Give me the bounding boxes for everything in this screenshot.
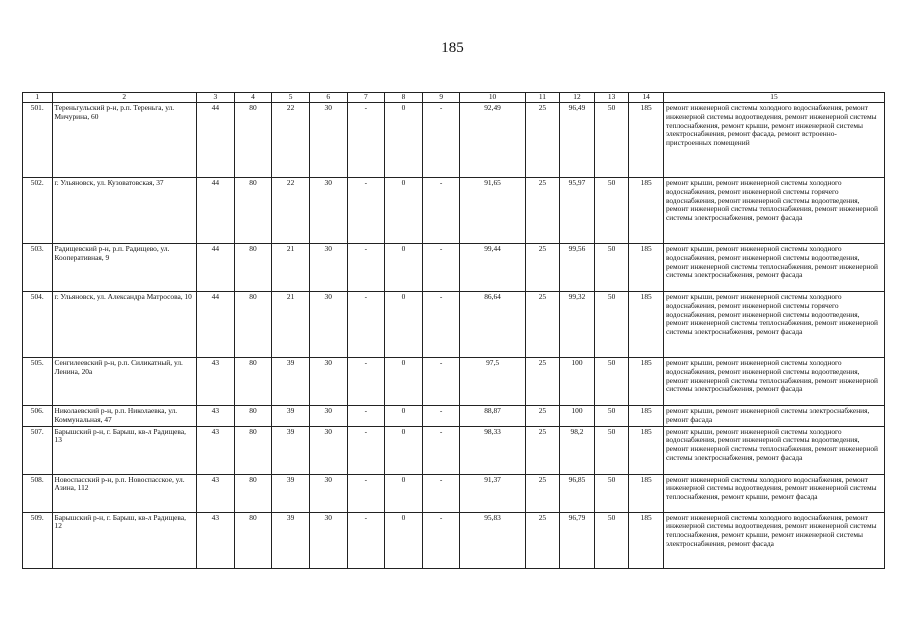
cell-value: 185: [629, 292, 664, 358]
col-header: 8: [385, 93, 423, 103]
cell-row-number: 503.: [23, 244, 53, 292]
cell-address: Барышский р-н, г. Барыш, кв-л Радищева, 12: [52, 512, 197, 568]
repair-schedule-table: [22, 92, 885, 569]
cell-value: -: [422, 406, 460, 427]
cell-value: 100: [560, 406, 595, 427]
cell-works-list: ремонт инженерной системы холодного водоснабжения, ремонт инженерной системы водоотведения, ремонт инженерной системы теплоснабжения, ремонт крыши, ремонт инженерной системы электроснабжения, ремонт фасада: [663, 512, 884, 568]
cell-value: 44: [197, 178, 235, 244]
cell-value: 99,32: [560, 292, 595, 358]
cell-address: Новоспасский р-н, р.п. Новоспасское, ул. Азина, 112: [52, 474, 197, 512]
cell-address: Николаевский р-н, р.п. Николаевка, ул. Коммунальная, 47: [52, 406, 197, 427]
cell-value: 80: [234, 358, 272, 406]
cell-value: -: [422, 474, 460, 512]
cell-value: 50: [594, 292, 629, 358]
table-row: [23, 406, 885, 427]
cell-value: 21: [272, 292, 310, 358]
cell-value: 185: [629, 474, 664, 512]
cell-value: 21: [272, 244, 310, 292]
cell-row-number: 502.: [23, 178, 53, 244]
col-header: 3: [197, 93, 235, 103]
cell-value: 50: [594, 358, 629, 406]
cell-value: 80: [234, 178, 272, 244]
cell-value: 30: [309, 474, 347, 512]
cell-value: 30: [309, 178, 347, 244]
cell-value: 0: [385, 178, 423, 244]
col-header: 1: [23, 93, 53, 103]
cell-value: 0: [385, 292, 423, 358]
cell-value: 25: [525, 358, 560, 406]
cell-value: 97,5: [460, 358, 525, 406]
cell-row-number: 508.: [23, 474, 53, 512]
cell-value: 30: [309, 244, 347, 292]
cell-value: 86,64: [460, 292, 525, 358]
cell-value: 95,83: [460, 512, 525, 568]
cell-value: 44: [197, 244, 235, 292]
cell-works-list: ремонт крыши, ремонт инженерной системы электроснабжения, ремонт фасада: [663, 406, 884, 427]
col-header: 6: [309, 93, 347, 103]
cell-value: 43: [197, 426, 235, 474]
cell-row-number: 506.: [23, 406, 53, 427]
column-number-row: [23, 93, 885, 103]
cell-value: -: [422, 103, 460, 178]
cell-value: 22: [272, 178, 310, 244]
cell-value: 39: [272, 426, 310, 474]
cell-value: -: [347, 406, 385, 427]
table-row: [23, 474, 885, 512]
cell-address: г. Ульяновск, ул. Кузоватовская, 37: [52, 178, 197, 244]
cell-value: 30: [309, 426, 347, 474]
cell-value: 25: [525, 292, 560, 358]
cell-value: 88,87: [460, 406, 525, 427]
cell-value: -: [347, 512, 385, 568]
cell-value: 43: [197, 474, 235, 512]
cell-value: 0: [385, 426, 423, 474]
cell-value: 25: [525, 406, 560, 427]
cell-value: 39: [272, 474, 310, 512]
cell-value: 0: [385, 358, 423, 406]
cell-value: 25: [525, 244, 560, 292]
cell-value: 0: [385, 512, 423, 568]
cell-works-list: ремонт крыши, ремонт инженерной системы холодного водоснабжения, ремонт инженерной системы горячего водоснабжения, ремонт инженерной системы водоотведения, ремонт инженерной системы теплоснабжения, ремонт инженерной системы электроснабжения, ремонт фасада: [663, 178, 884, 244]
col-header: 14: [629, 93, 664, 103]
cell-value: -: [422, 244, 460, 292]
cell-value: 95,97: [560, 178, 595, 244]
cell-row-number: 505.: [23, 358, 53, 406]
cell-value: -: [422, 178, 460, 244]
cell-value: 99,56: [560, 244, 595, 292]
cell-value: 25: [525, 512, 560, 568]
cell-value: 100: [560, 358, 595, 406]
cell-value: 80: [234, 406, 272, 427]
cell-value: 50: [594, 406, 629, 427]
cell-value: 50: [594, 426, 629, 474]
col-header: 5: [272, 93, 310, 103]
cell-value: 98,2: [560, 426, 595, 474]
cell-value: 44: [197, 103, 235, 178]
cell-value: 30: [309, 406, 347, 427]
col-header: 4: [234, 93, 272, 103]
cell-value: 0: [385, 474, 423, 512]
cell-value: 92,49: [460, 103, 525, 178]
cell-value: 39: [272, 512, 310, 568]
cell-value: 185: [629, 103, 664, 178]
table-row: [23, 103, 885, 178]
cell-value: 50: [594, 244, 629, 292]
table-row: [23, 292, 885, 358]
cell-value: 39: [272, 406, 310, 427]
cell-value: -: [347, 474, 385, 512]
cell-value: 50: [594, 474, 629, 512]
col-header: 15: [663, 93, 884, 103]
cell-value: 80: [234, 244, 272, 292]
table-row: [23, 178, 885, 244]
cell-value: -: [422, 426, 460, 474]
cell-value: 185: [629, 406, 664, 427]
cell-value: -: [347, 292, 385, 358]
cell-value: 80: [234, 474, 272, 512]
col-header: 2: [52, 93, 197, 103]
col-header: 10: [460, 93, 525, 103]
cell-value: -: [347, 244, 385, 292]
page-number: 185: [441, 40, 464, 56]
cell-address: Радищевский р-н, р.п. Радищево, ул. Кооперативная, 9: [52, 244, 197, 292]
cell-value: -: [347, 178, 385, 244]
table-row: [23, 244, 885, 292]
cell-value: 0: [385, 406, 423, 427]
cell-value: 96,49: [560, 103, 595, 178]
cell-value: 44: [197, 292, 235, 358]
col-header: 12: [560, 93, 595, 103]
cell-value: 0: [385, 244, 423, 292]
cell-value: 22: [272, 103, 310, 178]
cell-value: 185: [629, 178, 664, 244]
col-header: 11: [525, 93, 560, 103]
cell-works-list: ремонт крыши, ремонт инженерной системы холодного водоснабжения, ремонт инженерной системы водоотведения, ремонт инженерной системы теплоснабжения, ремонт инженерной системы электроснабжения, ремонт фасада: [663, 426, 884, 474]
cell-value: 30: [309, 358, 347, 406]
cell-value: 185: [629, 358, 664, 406]
cell-value: 50: [594, 178, 629, 244]
cell-value: -: [422, 292, 460, 358]
cell-value: -: [422, 512, 460, 568]
cell-value: 96,79: [560, 512, 595, 568]
cell-value: 80: [234, 292, 272, 358]
cell-row-number: 501.: [23, 103, 53, 178]
cell-address: Сенгилеевский р-н, р.п. Силикатный, ул. Ленина, 20а: [52, 358, 197, 406]
cell-value: 25: [525, 103, 560, 178]
cell-address: г. Ульяновск, ул. Александра Матросова, 10: [52, 292, 197, 358]
table-row: [23, 512, 885, 568]
table-row: [23, 358, 885, 406]
cell-works-list: ремонт инженерной системы холодного водоснабжения, ремонт инженерной системы водоотведения, ремонт инженерной системы теплоснабжения, ремонт крыши, ремонт инженерной системы электроснабжения, ремонт фасада, ремонт встроенно-пристроенных помещений: [663, 103, 884, 178]
cell-row-number: 507.: [23, 426, 53, 474]
cell-works-list: ремонт крыши, ремонт инженерной системы холодного водоснабжения, ремонт инженерной системы горячего водоснабжения, ремонт инженерной системы водоотведения, ремонт инженерной системы теплоснабжения, ремонт инженерной системы электроснабжения, ремонт фасада: [663, 292, 884, 358]
cell-value: 39: [272, 358, 310, 406]
cell-address: Барышский р-н, г. Барыш, кв-л Радищева, 13: [52, 426, 197, 474]
cell-value: 43: [197, 512, 235, 568]
col-header: 13: [594, 93, 629, 103]
cell-value: 185: [629, 244, 664, 292]
cell-value: 80: [234, 512, 272, 568]
cell-value: 43: [197, 406, 235, 427]
cell-works-list: ремонт крыши, ремонт инженерной системы холодного водоснабжения, ремонт инженерной системы водоотведения, ремонт инженерной системы теплоснабжения, ремонт инженерной системы электроснабжения, ремонт фасада: [663, 244, 884, 292]
cell-value: 80: [234, 103, 272, 178]
cell-value: 185: [629, 426, 664, 474]
cell-address: Тереньгульский р-н, р.п. Тереньга, ул. Мичурина, 60: [52, 103, 197, 178]
cell-value: 30: [309, 103, 347, 178]
cell-value: 50: [594, 512, 629, 568]
cell-value: 25: [525, 474, 560, 512]
cell-value: -: [347, 358, 385, 406]
table-row: [23, 426, 885, 474]
cell-value: 30: [309, 292, 347, 358]
cell-value: 98,33: [460, 426, 525, 474]
cell-value: 80: [234, 426, 272, 474]
cell-value: 0: [385, 103, 423, 178]
cell-works-list: ремонт инженерной системы холодного водоснабжения, ремонт инженерной системы водоотведения, ремонт инженерной системы теплоснабжения, ремонт крыши, ремонт фасада: [663, 474, 884, 512]
cell-row-number: 509.: [23, 512, 53, 568]
col-header: 9: [422, 93, 460, 103]
cell-value: -: [422, 358, 460, 406]
cell-value: 96,85: [560, 474, 595, 512]
cell-value: 25: [525, 426, 560, 474]
cell-row-number: 504.: [23, 292, 53, 358]
cell-value: 30: [309, 512, 347, 568]
cell-value: 91,37: [460, 474, 525, 512]
cell-works-list: ремонт крыши, ремонт инженерной системы холодного водоснабжения, ремонт инженерной системы водоотведения, ремонт инженерной системы теплоснабжения, ремонт инженерной системы электроснабжения, ремонт фасада: [663, 358, 884, 406]
cell-value: 25: [525, 178, 560, 244]
cell-value: 50: [594, 103, 629, 178]
cell-value: -: [347, 103, 385, 178]
cell-value: -: [347, 426, 385, 474]
cell-value: 185: [629, 512, 664, 568]
cell-value: 43: [197, 358, 235, 406]
cell-value: 91,65: [460, 178, 525, 244]
col-header: 7: [347, 93, 385, 103]
cell-value: 99,44: [460, 244, 525, 292]
